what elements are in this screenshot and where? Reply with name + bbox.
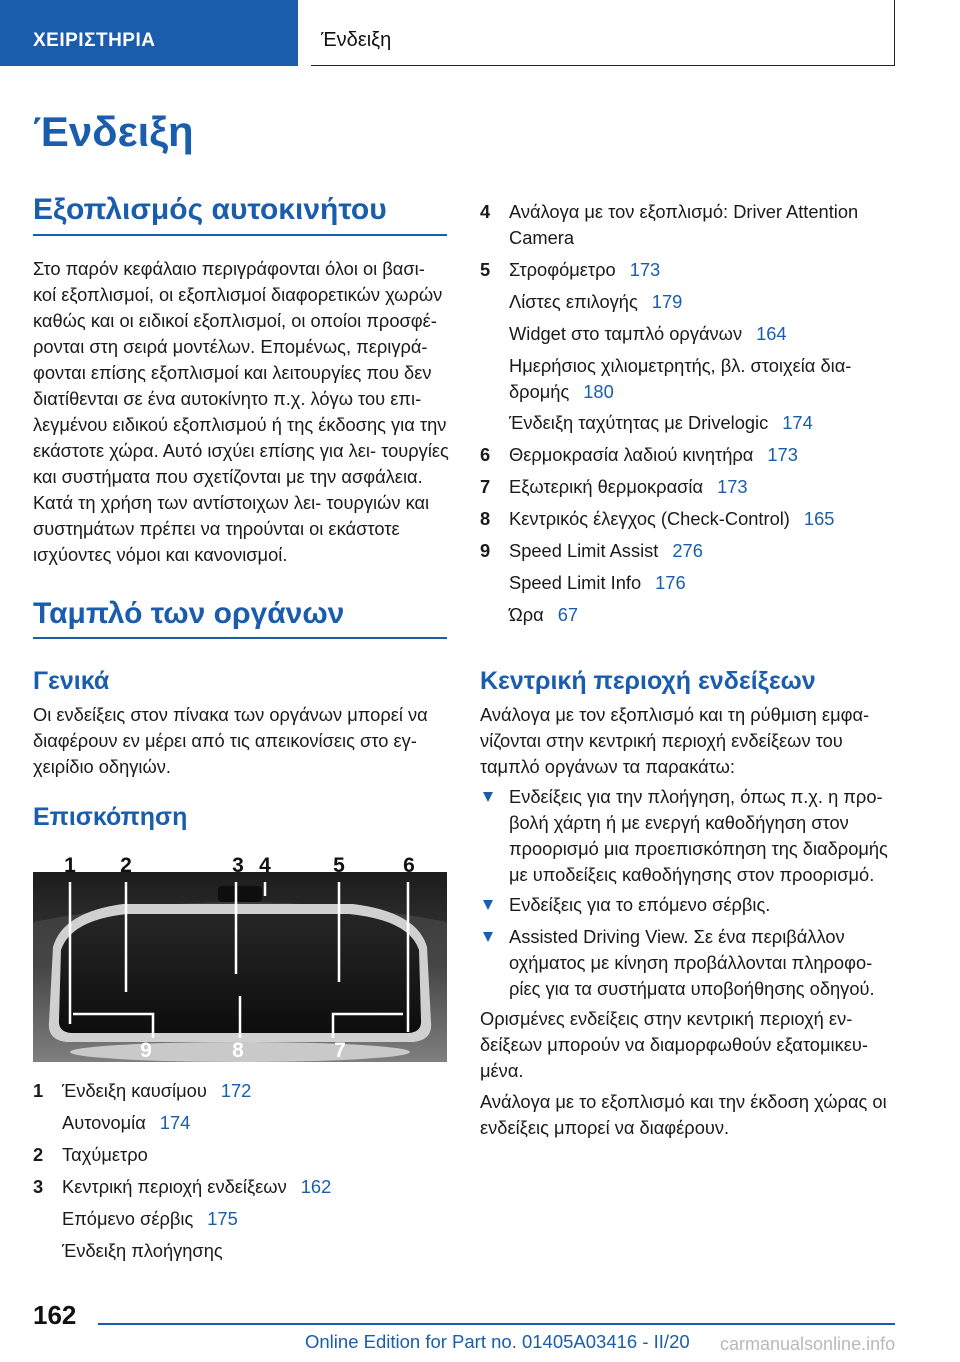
instrument-panel-heading-rule [33,637,447,639]
item-text: Κεντρικός έλεγχος (Check-Control) [509,508,790,529]
item-number: 9 [480,540,491,561]
callout-2: 2 [120,854,132,877]
page-reference[interactable]: 173 [767,444,798,465]
page-reference[interactable]: 173 [629,259,661,280]
bullet-text: Ενδείξεις για την πλοήγηση, όπως π.χ. η προ- βολή χάρτη ή με ενεργή καθοδήγηση στον προορισμό μια προεπισκόπηση της διαδρομής με υποδείξεις καθοδήγησης στον προορισμό. [509,786,888,885]
central-area-heading: Κεντρική περιοχή ενδείξεων [480,667,816,695]
item-text: Θερμοκρασία λαδιού κινητήρα [509,444,754,465]
item-text: Speed Limit Info [509,572,642,593]
equipment-heading: Εξοπλισμός αυτοκινήτου [33,193,387,226]
page-reference[interactable]: 179 [651,291,683,312]
callout-4: 4 [259,854,271,877]
callout-7: 7 [334,1039,346,1062]
item-text: Στροφόμετρο [509,259,616,280]
section-tab: ΧΕΙΡΙΣΤΗΡΙΑ [0,0,298,66]
edition-note: Online Edition for Part no. 01405A03416 - II/20 [305,1331,690,1352]
equipment-text: Στο παρόν κεφάλαιο περιγράφονται όλοι οι βασι- κοί εξοπλισμοί, οι εξοπλισμοί διαφορετικών χωρών καθώς και οι ειδικοί εξοπλισμοί, οι οποίοι προσφέ- ρονται στη σειρά μοντέλων. Επομένως, περιγρά- φονται επίσης εξοπλισμοί και λειτουργίες που δεν διατίθενται σε ένα αυτοκίνητο π.χ. λόγω του επι- λεγμένου ειδικού εξοπλισμού ή της έκδοσης για την εκάστοτε χώρα. Αυτό ισχύει επίσης για λει- τουργίες και συστήματα που σχετίζονται με την ασφάλεια. Κατά τη χρήση των αντίστοιχων λει- τουργιών και συστημάτων πρέπει να τηρούνται οι εκάστοτε ισχύοντες νόμοι και κανονισμοί. [33,258,449,565]
item-text: Αυτονομία [62,1112,146,1133]
callout-5: 5 [333,854,345,877]
callout-3: 3 [232,854,244,877]
item-number: 5 [480,259,491,280]
page-reference[interactable]: 164 [756,323,787,344]
callout-6: 6 [403,854,415,877]
callout-1: 1 [64,854,76,877]
item-text: Επόμενο σέρβις [62,1208,194,1229]
item-text: Ένδειξη πλοήγησης [62,1240,223,1261]
bullet-text: Ενδείξεις για το επόμενο σέρβις. [509,894,771,915]
general-heading: Γενικά [33,667,110,695]
triangle-bullet-icon [483,792,493,802]
central-area-outro-2: Ανάλογα με το εξοπλισμό και την έκδοση χώρας οι ενδείξεις μπορεί να διαφέρουν. [480,1091,887,1138]
item-number: 7 [480,476,491,497]
item-text: Ώρα [509,604,544,625]
page-reference[interactable]: 176 [655,572,686,593]
footer-rule [98,1323,895,1325]
item-number: 2 [33,1144,44,1165]
page-reference[interactable]: 175 [207,1208,238,1229]
page-reference[interactable]: 174 [159,1112,191,1133]
bullet-text: Assisted Driving View. Σε ένα περιβάλλον οχήματος με κίνηση προβάλλονται πληροφο- ρίες για τα συστήματα υποβοήθησης οδηγού. [509,926,875,999]
instrument-cluster-illustration [33,852,447,1062]
item-text: Κεντρική περιοχή ενδείξεων [62,1176,287,1197]
item-number: 3 [33,1176,44,1197]
overview-heading: Επισκόπηση [33,803,188,831]
page-number: 162 [33,1300,77,1330]
triangle-bullet-icon [483,900,493,910]
item-text: Widget στο ταμπλό οργάνων [509,323,743,344]
chapter-header: Ένδειξη [311,0,895,66]
general-text: Οι ενδείξεις στον πίνακα των οργάνων μπορεί να διαφέρουν εν μέρει από τις απεικονίσεις στο εγ- χειρίδιο οδηγιών. [33,704,428,777]
instrument-panel-heading: Ταμπλό των οργάνων [33,597,345,630]
watermark: carmanualsonline.info [720,1334,896,1354]
item-text: Ανάλογα με τον εξοπλισμό: Driver Attention Camera [509,201,859,248]
item-text: Εξωτερική θερμοκρασία [509,476,704,497]
item-text: Λίστες επιλογής [509,291,638,312]
central-area-outro-1: Ορισμένες ενδείξεις στην κεντρική περιοχή εν- δείξεων μπορούν να διαμορφωθούν εξατομικευ- μένα. [480,1008,868,1081]
item-number: 4 [480,201,491,222]
item-text: Ένδειξη ταχύτητας με Drivelogic [509,412,769,433]
driver-attention-camera [218,886,262,902]
callout-9: 9 [140,1039,152,1062]
page-reference[interactable]: 180 [583,381,614,402]
page-reference[interactable]: 165 [803,508,835,529]
item-text: Ταχύμετρο [62,1144,148,1165]
page-reference[interactable]: 162 [300,1176,332,1197]
central-area-intro: Ανάλογα με τον εξοπλισμό και τη ρύθμιση εμφα- νίζονται στην κεντρική περιοχή ενδείξεων του ταμπλό οργάνων τα παρακάτω: [480,704,870,777]
item-number: 6 [480,444,491,465]
triangle-bullet-icon [483,932,493,942]
page-title: Ένδειξη [33,108,194,155]
item-text: Speed Limit Assist [509,540,659,561]
item-text: Ένδειξη καυσίμου [62,1080,207,1101]
equipment-heading-rule [33,234,447,236]
item-text: Ημερήσιος χιλιομετρητής, βλ. στοιχεία δια- δρομής [509,355,852,402]
page-reference[interactable]: 172 [220,1080,252,1101]
page-reference[interactable]: 276 [672,540,703,561]
item-number: 1 [33,1080,44,1101]
callout-8: 8 [232,1039,244,1062]
item-number: 8 [480,508,491,529]
page-reference[interactable]: 173 [717,476,748,497]
page-reference[interactable]: 67 [557,604,579,625]
page-reference[interactable]: 174 [782,412,813,433]
